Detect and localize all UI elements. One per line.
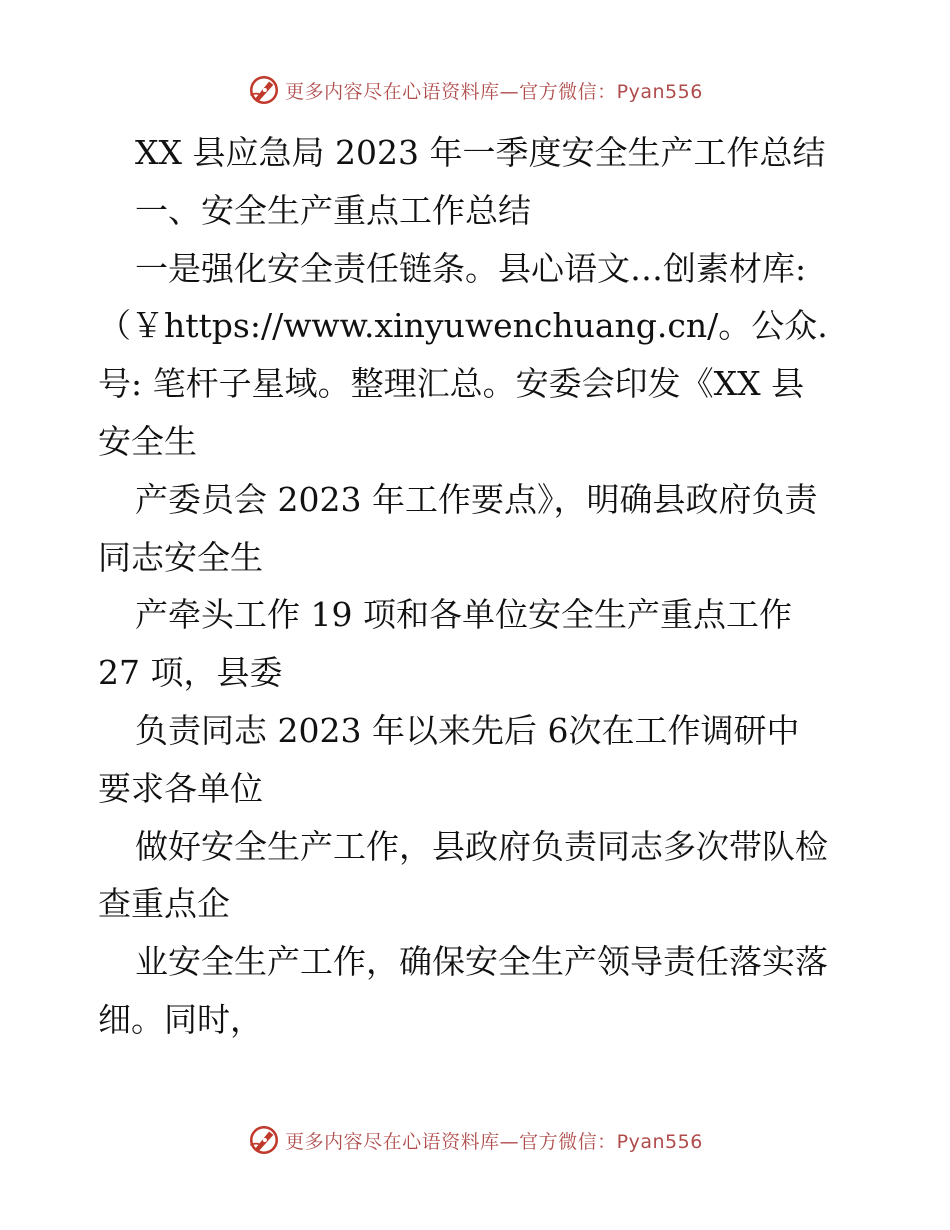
body-line: 同志安全生 — [98, 537, 263, 577]
body-line: 业安全生产工作，确保安全生产领导责任落实落 — [135, 942, 828, 982]
document-body — [98, 124, 858, 1049]
body-line: （￥https://www.xinyuwenchuang.cn/。公众. — [98, 306, 828, 346]
document-title: XX 县应急局 2023 年一季度安全生产工作总结 — [135, 133, 826, 172]
watermark-text: 更多内容尽在心语资料库—官方微信：Pyan556 — [285, 80, 703, 103]
footer-watermark — [0, 1120, 950, 1160]
body-line: 做好安全生产工作，县政府负责同志多次带队检 — [135, 826, 828, 866]
section-heading: 一、安全生产重点工作总结 — [135, 190, 531, 230]
pen-nib-circle-icon — [247, 73, 281, 107]
pen-nib-circle-icon — [247, 1123, 281, 1157]
body-line: 产牵头工作 19 项和各单位安全生产重点工作 — [135, 595, 792, 635]
body-line: 要求各单位 — [98, 768, 263, 808]
body-line: 一是强化安全责任链条。县心语文…创素材库: — [135, 248, 807, 288]
body-line: 负责同志 2023 年以来先后 6次在工作调研中 — [135, 710, 800, 750]
body-line: 产委员会 2023 年工作要点》，明确县政府负责 — [135, 479, 818, 519]
body-line: 细。同时， — [98, 999, 263, 1039]
body-line: 27 项，县委 — [98, 653, 283, 693]
body-line: 安全生 — [98, 421, 197, 461]
watermark-text: 更多内容尽在心语资料库—官方微信：Pyan556 — [285, 1130, 703, 1153]
header-watermark — [0, 70, 950, 110]
body-line: 号: 笔杆子星域。整理汇总。安委会印发《XX 县 — [98, 364, 805, 404]
body-line: 查重点企 — [98, 884, 230, 924]
